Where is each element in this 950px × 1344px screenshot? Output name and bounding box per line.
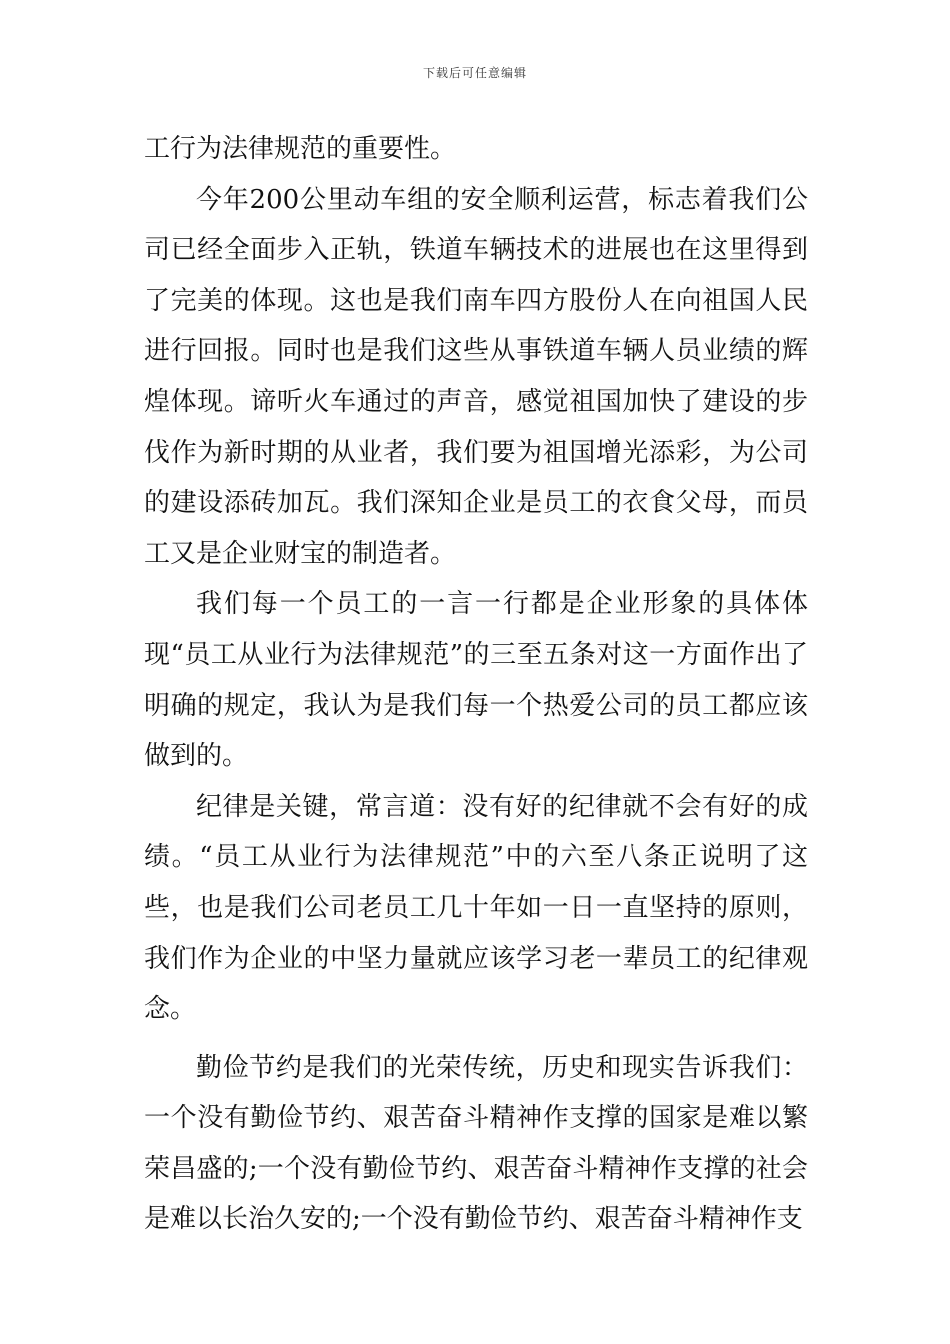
paragraph-5: 勤俭节约是我们的光荣传统，历史和现实告诉我们：一个没有勤俭节约、艰苦奋斗精神作支撑的国家是难以繁荣昌盛的;一个没有勤俭节约、艰苦奋斗精神作支撑的社会是难以长治久安的;一个没有勤俭节约、艰苦奋斗精神作支	[144, 1052, 808, 1235]
paragraph-4: 纪律是关键，常言道：没有好的纪律就不会有好的成绩。“员工从业行为法律规范”中的六至八条正说明了这些，也是我们公司老员工几十年如一日一直坚持的原则，我们作为企业的中坚力量就应该学习老一辈员工的纪律观念。	[144, 791, 808, 1025]
document-body	[144, 124, 808, 1245]
page-header: 下载后可任意编辑	[422, 66, 527, 80]
paragraph-2: 今年200公里动车组的安全顺利运营，标志着我们公司已经全面步入正轨，铁道车辆技术的进展也在这里得到了完美的体现。这也是我们南车四方股份人在向祖国人民进行回报。同时也是我们这些从事铁道车辆人员业绩的辉煌体现。谛听火车通过的声音，感觉祖国加快了建设的步伐作为新时期的从业者，我们要为祖国增光添彩，为公司的建设添砖加瓦。我们深知企业是员工的衣食父母，而员工又是企业财宝的制造者。	[144, 184, 808, 569]
paragraph-1: 工行为法律规范的重要性。	[144, 134, 457, 164]
paragraph-3: 我们每一个员工的一言一行都是企业形象的具体体现“员工从业行为法律规范”的三至五条对这一方面作出了明确的规定，我认为是我们每一个热爱公司的员工都应该做到的。	[144, 589, 808, 772]
